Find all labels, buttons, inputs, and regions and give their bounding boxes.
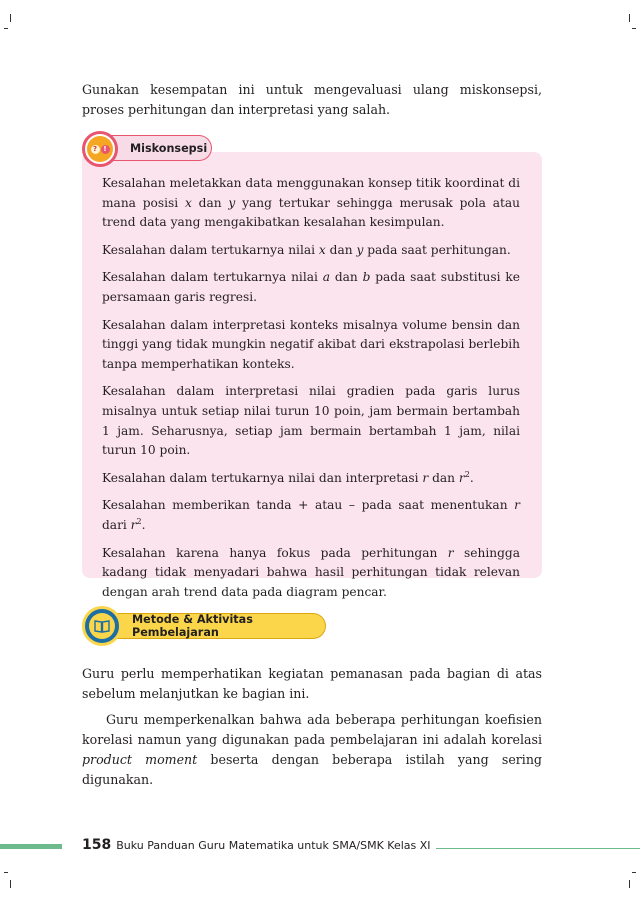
list-item: Kesalahan dalam interpretasi nilai gradien pada garis lurus misalnya untuk setiap nilai turun 10 poin, jam bermain bertambah 1 jam. Seharusnya, setiap jam bermain bertambah 1 jam, nilai turun 10 poin. <box>102 384 520 458</box>
page-number: 158 <box>82 837 112 853</box>
list-item: Kesalahan dalam tertukarnya nilai x dan y pada saat perhitungan. <box>102 242 511 257</box>
list-item: Kesalahan dalam tertukarnya nilai a dan b pada saat substitusi ke persamaan garis regresi. <box>102 270 520 304</box>
list-item: Kesalahan karena hanya fokus pada perhitungan r sehingga kadang tidak menyadari bahwa hasil perhitungan tidak relevan dengan arah trend data pada diagram pencar. <box>102 545 520 599</box>
crop-mark <box>629 880 630 888</box>
crop-mark <box>632 28 636 29</box>
crop-mark <box>4 28 8 29</box>
list-item: Kesalahan meletakkan data menggunakan konsep titik koordinat di mana posisi x dan y yang tertukar sehingga merusak pola atau trend data yang mengakibatkan kesalahan kesimpulan. <box>102 176 520 230</box>
intro-paragraph: Gunakan kesempatan ini untuk mengevaluasi ulang miskonsepsi, proses perhitungan dan interpretasi yang salah. <box>82 82 542 117</box>
crop-mark <box>629 14 630 22</box>
miskonsepsi-label: Miskonsepsi <box>100 135 212 161</box>
crop-mark <box>10 880 11 888</box>
miskonsepsi-list <box>102 174 520 602</box>
crop-mark <box>4 872 8 873</box>
list-item: Kesalahan dalam tertukarnya nilai dan interpretasi r dan $r^2$. <box>102 469 474 485</box>
list-item: Kesalahan memberikan tanda + atau – pada saat menentukan r dari $r^2$. <box>102 498 520 532</box>
misconception-icon: ? ! <box>82 131 118 167</box>
metode-label: Metode & Aktivitas Pembelajaran <box>104 613 326 639</box>
footer-title: Buku Panduan Guru Matematika untuk SMA/SMK Kelas XI <box>116 839 431 852</box>
list-item: Kesalahan dalam interpretasi konteks misalnya volume bensin dan tinggi yang tidak mungkin negatif akibat dari ekstrapolasi berlebih tanpa memperhatikan konteks. <box>102 317 520 371</box>
body-paragraph-2: Guru memperkenalkan bahwa ada beberapa perhitungan koefisien korelasi namun yang digunakan pada pembelajaran ini adalah korelasi product moment beserta dengan beberapa istilah yang sering digunakan. <box>82 712 542 787</box>
footer <box>82 837 431 853</box>
body-paragraph-1: Guru perlu memperhatikan kegiatan pemanasan pada bagian di atas sebelum melanjutkan ke bagian ini. <box>82 666 542 701</box>
footer-rule <box>436 848 640 849</box>
crop-mark <box>632 872 636 873</box>
book-icon <box>82 606 122 646</box>
footer-accent-bar <box>0 844 62 849</box>
crop-mark <box>10 14 11 22</box>
